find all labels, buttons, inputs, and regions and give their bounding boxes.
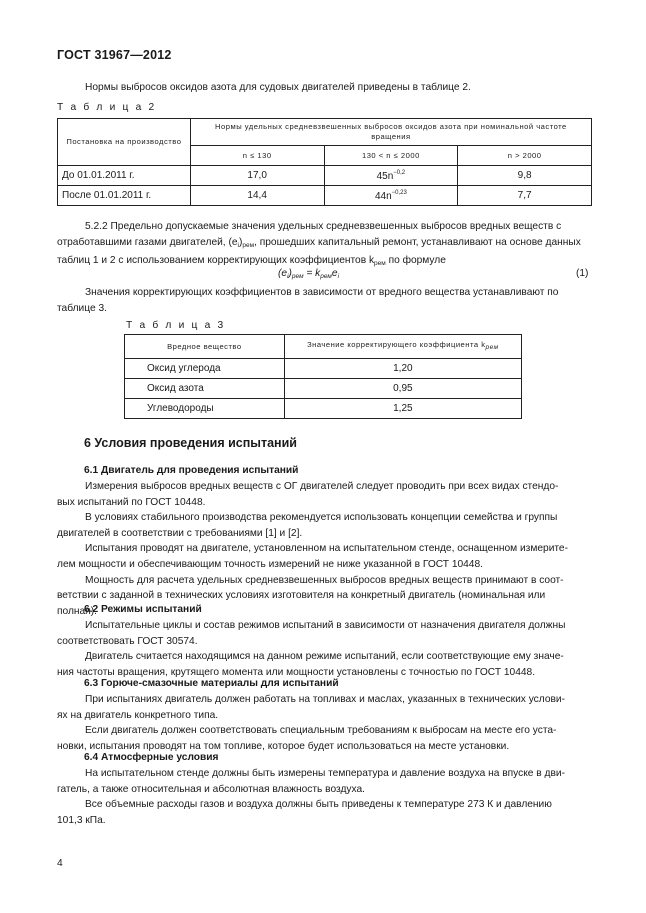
- text-line: [57, 723, 592, 739]
- subscript: i: [337, 273, 340, 280]
- table-row: [125, 359, 522, 379]
- intro-text: Нормы выбросов оксидов азота для судовых двигателей приведены в таблице 2.: [85, 82, 471, 93]
- table2-cell: 17,0: [190, 166, 324, 186]
- table-row: [125, 379, 522, 399]
- section-6-title: 6 Условия проведения испытаний: [84, 436, 297, 450]
- text: таблиц 1 и 2 с использованием корректирующих коэффициентов k: [57, 255, 375, 267]
- text-line: ветствии с заданной в технических условиях изготовителя на конкретный двигатель (номинальная или: [57, 590, 546, 602]
- text: ): [288, 268, 292, 279]
- text-line: [57, 797, 592, 813]
- text-line: таблице 3.: [57, 302, 107, 314]
- text-line: [57, 649, 592, 665]
- text: ): [238, 236, 243, 248]
- text: Измерения выбросов вредных веществ с ОГ двигателей следует проводить при всех видах стендо-: [85, 481, 559, 492]
- text: отработавшими газами двигателей, (e: [57, 236, 238, 248]
- page-number: 4: [57, 858, 63, 869]
- table3-value: 1,20: [284, 359, 521, 379]
- text-line: ях на двигатель конкретного типа.: [57, 709, 219, 721]
- section-62-title: 6.2 Режимы испытаний: [84, 604, 202, 615]
- text: Мощность для расчета удельных средневзвешенных выбросов вредных веществ принимают в соот-: [85, 574, 564, 586]
- subscript: рем: [374, 260, 386, 268]
- text-line: ния частоты вращения, крутящего момента или мощности установлены с точностью по ГОСТ 10448.: [57, 666, 536, 678]
- table2-cell: 7,7: [458, 186, 592, 206]
- text: Двигатель считается находящимся на данном режиме испытаний, если соответствующие ему значе-: [85, 651, 564, 663]
- subscript: рем: [485, 344, 499, 351]
- table-row: [58, 186, 592, 206]
- table2-cell: 9,8: [458, 166, 592, 186]
- table-3: [124, 334, 522, 419]
- text-line: [57, 479, 592, 495]
- text-line: вых испытаний по ГОСТ 10448.: [57, 496, 206, 508]
- document-header: ГОСТ 31967—2012: [57, 48, 172, 62]
- subscript: рем: [320, 273, 332, 280]
- table2-cell-formula: [324, 186, 458, 206]
- text: Испытательные циклы и состав режимов испытаний в зависимости от назначения двигателя должны: [85, 620, 566, 631]
- text: = k: [303, 268, 321, 279]
- table3-value: 0,95: [284, 379, 521, 399]
- text-line: [57, 541, 592, 557]
- text: В условиях стабильного производства рекомендуется использовать концепции семейства и группы: [85, 512, 558, 524]
- text: по формуле: [385, 255, 446, 267]
- text: Значение корректирующего коэффициента k: [307, 340, 486, 349]
- text-line: гатель, а также относительная и абсолютная влажность воздуха.: [57, 783, 365, 795]
- text: , прошедших капитальный ремонт, устанавливают на основе данных: [254, 236, 581, 248]
- table3-substance: Оксид азота: [125, 379, 285, 399]
- table-row: [125, 399, 522, 419]
- section-61-body: [57, 479, 592, 619]
- text: Если двигатель должен соответствовать специальным требованиям к выбросам на месте его уста-: [85, 725, 557, 737]
- table2-group-header: Нормы удельных средневзвешенных выбросов оксидов азота при номинальной частоте вращения: [190, 119, 591, 146]
- table3-substance: Углеводороды: [125, 399, 285, 419]
- section-63-body: [57, 692, 592, 754]
- text: 5.2.2 Предельно допускаемые значения удельных средневзвешенных выбросов вредных веществ с: [85, 221, 562, 232]
- formula-number: (1): [576, 268, 589, 279]
- table3-caption: Т а б л и ц а 3: [126, 320, 226, 331]
- text: На испытательном стенде должны быть измерены температура и давление воздуха на впуске в дви-: [85, 768, 565, 779]
- text-line: [57, 573, 592, 589]
- subscript: рем: [242, 241, 255, 249]
- text-line: [57, 510, 592, 526]
- table3-value: 1,25: [284, 399, 521, 419]
- table2-subheader: n ≤ 130: [190, 146, 324, 166]
- section-64-title: 6.4 Атмосферные условия: [84, 752, 219, 763]
- text: e: [331, 268, 338, 279]
- table2-subheader: 130 < n ≤ 2000: [324, 146, 458, 166]
- section-61-title: 6.1 Двигатель для проведения испытаний: [84, 465, 299, 476]
- text: (e: [278, 268, 288, 279]
- table-row: [58, 166, 592, 186]
- text-line: соответствовать ГОСТ 30574.: [57, 635, 198, 647]
- formula-base: 44n: [374, 190, 392, 202]
- text-line: [57, 219, 592, 235]
- table3-header-coef: [284, 335, 521, 359]
- section-63-title: 6.3 Горюче-смазочные материалы для испытаний: [84, 678, 339, 689]
- table2-row-label: До 01.01.2011 г.: [58, 166, 191, 186]
- text-line: полная).: [57, 605, 97, 617]
- table3-substance: Оксид углерода: [125, 359, 285, 379]
- formula-exponent: −0,23: [391, 189, 407, 196]
- text-line: [57, 766, 592, 782]
- text-line: [57, 692, 592, 708]
- formula-exponent: −0,2: [393, 169, 406, 176]
- table2-row-label: После 01.01.2011 г.: [58, 186, 191, 206]
- subscript: i: [237, 241, 239, 249]
- table2-cell-formula: [324, 166, 458, 186]
- section-64-body: [57, 766, 592, 828]
- section-62-body: [57, 618, 592, 680]
- table2-cell: 14,4: [190, 186, 324, 206]
- text: При испытаниях двигатель должен работать на топливах и маслах, указанных в технических услови-: [85, 694, 565, 705]
- text-line: новки, испытания проводят на том топливе, которое будет использоваться на месте установки.: [57, 740, 510, 752]
- subscript: i: [287, 273, 289, 280]
- text: Испытания проводят на двигателе, установленном на испытательном стенде, оснащенном измерите-: [85, 543, 568, 555]
- text-line: [57, 618, 592, 634]
- table3-header-substance: Вредное вещество: [125, 335, 285, 359]
- text-line: лем мощности и обеспечивающим точность измерений не ниже указанной в ГОСТ 10448.: [57, 558, 483, 570]
- table2-subheader: n > 2000: [458, 146, 592, 166]
- table2-col1-header: Постановка на производство: [58, 119, 191, 166]
- formula-1: [278, 268, 339, 283]
- paragraph-522: [57, 219, 592, 272]
- table-2: [57, 118, 592, 206]
- table2-caption: Т а б л и ц а 2: [57, 102, 157, 113]
- text-line: [57, 235, 592, 254]
- text: Значения корректирующих коэффициентов в зависимости от вредного вещества устанавливают по: [85, 287, 559, 298]
- text-line: двигателей в соответствии с требованиями [1] и [2].: [57, 527, 303, 539]
- text-line: [57, 285, 592, 301]
- paragraph-coefficients: [57, 285, 592, 316]
- subscript: рем: [291, 273, 304, 280]
- formula-base: 45n: [376, 170, 394, 182]
- text-line: 101,3 кПа.: [57, 814, 106, 826]
- text: Все объемные расходы газов и воздуха должны быть приведены к температуре 273 К и давлению: [85, 799, 552, 811]
